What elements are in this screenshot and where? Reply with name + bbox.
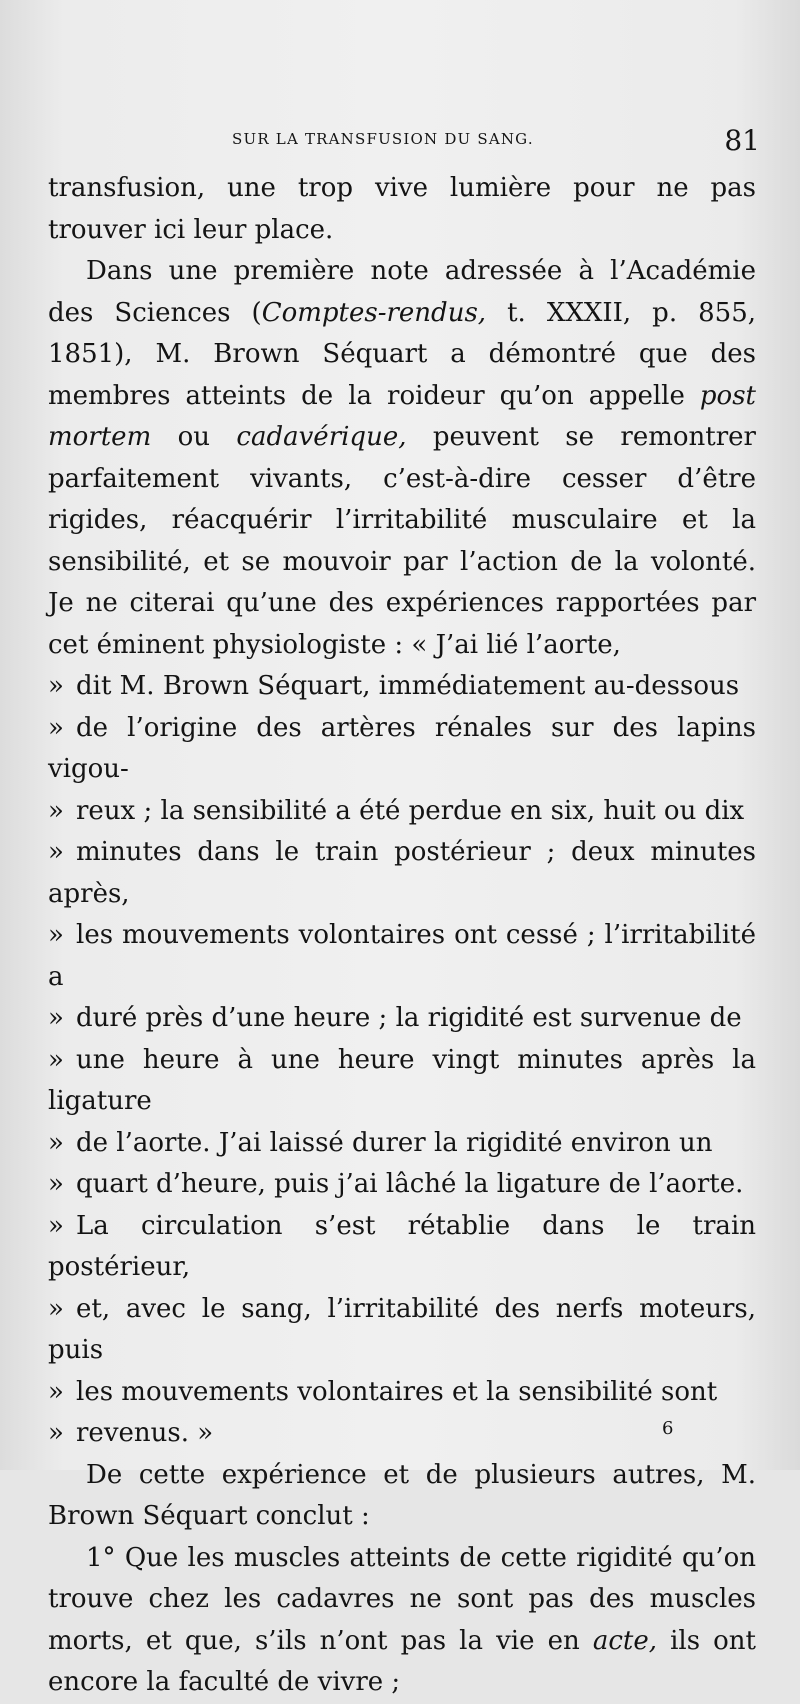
quote-line: » La circulation s’est rétablie dans le train postérieur, [48,1210,756,1282]
term-cadaverique: cadavérique, [236,422,407,452]
term-acte: acte, [592,1625,657,1656]
paragraph-brown-sequart-note: Dans une première note adressée à l’Académie des Sciences (Comptes-rendus, t. XXXII, p. 855, 1851), M. Brown Séquart a démontré que des membres atteints de la roideur qu’on appelle post mortem ou cadavérique, peuvent se remontrer parfaitement vivants, c’est-à-dire cesser d’être rigides, réacquérir l’irritabilité musculaire et la sensibilité, et se mouvoir par l’action de la volonté. Je ne citerai qu’une des expériences rapportées par cet éminent physiologiste : « J’ai lié l’aorte, [48,256,756,660]
paragraph-conclusion-intro: De cette expérience et de plusieurs autres, M. Brown Séquart conclut : [48,1459,756,1531]
term-post-mortem: post mortem [48,380,756,452]
quote-line: » les mouvements volontaires ont cessé ; l’irritabilité a [48,920,756,992]
page-body [48,168,756,1704]
quotation-block [48,666,756,1455]
page-number: 81 [724,124,760,157]
paragraph-continuation: transfusion, une trop vive lumière pour ne pas trouver ici leur place. [48,173,756,245]
quote-line: » de l’origine des artères rénales sur des lapins vigou- [48,712,756,784]
quote-line: » et, avec le sang, l’irritabilité des nerfs moteurs, puis [48,1293,756,1365]
quote-line: » de l’aorte. J’ai laissé durer la rigidité environ un [48,1127,713,1158]
page-header [232,124,760,164]
citation-comptes-rendus: Comptes-rendus, [261,297,487,328]
signature-mark: 6 [662,1418,674,1439]
running-title: SUR LA TRANSFUSION DU SANG. [232,130,534,148]
quote-line: » revenus. » [48,1418,214,1448]
quote-line: » duré près d’une heure ; la rigidité est survenue de [48,1003,742,1033]
quote-line: » minutes dans le train postérieur ; deux minutes après, [48,837,756,909]
quote-line: » les mouvements volontaires et la sensibilité sont [48,1376,718,1407]
paragraph-conclusion-1: 1° Que les muscles atteints de cette rigidité qu’on trouve chez les cadavres ne sont pas des muscles morts, et que, s’ils n’ont pas la vie en acte, ils ont encore la faculté de vivre ; [48,1542,756,1697]
quote-line: » dit M. Brown Séquart, immédiatement au-dessous [48,671,740,701]
quote-line: » quart d’heure, puis j’ai lâché la ligature de l’aorte. [48,1169,744,1199]
quote-line: » reux ; la sensibilité a été perdue en six, huit ou dix [48,795,745,826]
quote-line: » une heure à une heure vingt minutes après la ligature [48,1044,756,1116]
